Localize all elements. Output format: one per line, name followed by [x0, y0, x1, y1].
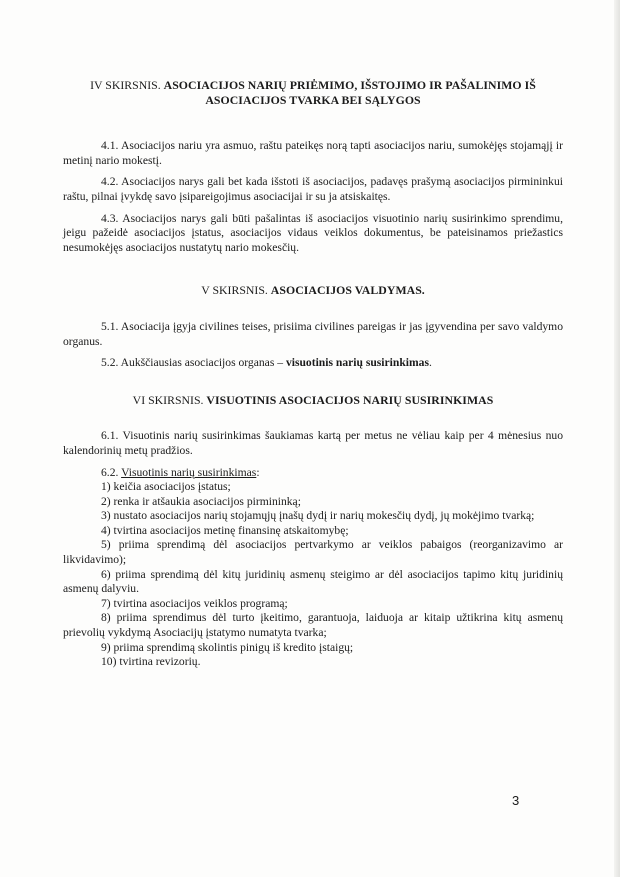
paragraph-6-1: 6.1. Visuotinis narių susirinkimas šaukiamas kartą per metus ne vėliau kaip per 4 mėnesius nuo kalendorinių metų pradžios.: [63, 429, 563, 457]
paragraph-6-2-number: 6.2.: [101, 465, 122, 479]
paragraph-6-2-colon: :: [256, 465, 260, 479]
list-item: 1) keičia asociacijos įstatus;: [101, 480, 231, 494]
paragraph-4-3: 4.3. Asociacijos narys gali būti pašalintas iš asociacijos visuotinio narių susirinkimo sprendimu, jeigu pažeidė asociacijos įstatus, asociacijos vidaus veiklos dokumentus, be pateisinamos priežastics nesumokėjęs asociacijos nustatytų nario mokesčių.: [63, 211, 563, 254]
paragraph-5-2: [63, 356, 563, 371]
document-body: [63, 78, 563, 670]
section-5-prefix: V SKIRSNIS.: [201, 283, 271, 298]
section-4-prefix: IV SKIRSNIS.: [90, 78, 164, 92]
page-edge-shadow: [614, 0, 620, 877]
section-6-heading: [63, 393, 563, 408]
page-number: 3: [512, 793, 520, 808]
list-item: 3) nustato asociacijos narių stojamųjų įnašų dydį ir narių mokesčių dydį, jų mokėjimo tvarką;: [101, 509, 535, 523]
paragraph-4-1: 4.1. Asociacijos nariu yra asmuo, raštu pateikęs norą tapti asociacijos nariu, sumokėjęs stojamąjį ir metinį nario mokestį.: [63, 139, 563, 167]
paragraph-5-2-bold: visuotinis narių susirinkimas: [285, 356, 429, 370]
paragraph-6-2-underlined: Visuotinis narių susirinkimas: [121, 465, 257, 479]
section-6-prefix: VI SKIRSNIS.: [132, 392, 207, 407]
section-6-title: VISUOTINIS ASOCIACIJOS NARIŲ SUSIRINKIMAS: [206, 392, 494, 407]
paragraph-4-2: 4.2. Asociacijos narys gali bet kada išstoti iš asociacijos, padavęs prašymą asociacijos pirmininkui raštu, pilnai įvykdę savo įsipareigojimus asociacijai ir su ja atsiskaitęs.: [63, 175, 563, 203]
list-item: 5) priima sprendimą dėl asociacijos pertvarkymo ar veiklos pabaigos (reorganizavimo ar likvidavimo);: [63, 538, 563, 567]
list-item: 8) priima sprendimus dėl turto įkeitimo, garantuoja, laiduoja ar kitaip užtikrina kitų asmenų prievolių vykdymą Asociacijų įstatymo numatyta tvarka;: [63, 611, 563, 640]
list-item: 9) priima sprendimą skolintis pinigų iš kredito įstaigų;: [101, 640, 354, 654]
section-4-title: ASOCIACIJOS NARIŲ PRIĖMIMO, IŠSTOJIMO IR PAŠALINIMO IŠ ASOCIACIJOS TVARKA BEI SĄLYGOS: [163, 78, 536, 107]
list-item: 4) tvirtina asociacijos metinę finansinę atskaitomybę;: [101, 523, 349, 537]
paragraph-6-2: [63, 466, 563, 481]
list-item: 6) priima sprendimą dėl kitų juridinių asmenų steigimo ar dėl asociacijos tapimo kitų juridinių asmenų dalyviu.: [63, 567, 563, 596]
paragraph-5-1: 5.1. Asociacija įgyja civilines teises, prisiima civilines pareigas ir jas įgyvendina per savo valdymo organus.: [63, 319, 563, 348]
paragraph-5-2-text: 5.2. Aukščiausias asociacijos organas –: [101, 356, 286, 370]
section-5-heading: [63, 283, 563, 298]
section-4-heading: [63, 78, 563, 107]
list-item: 7) tvirtina asociacijos veiklos programą;: [101, 596, 288, 610]
section-5-title: ASOCIACIJOS VALDYMAS.: [270, 283, 425, 298]
list-item: 2) renka ir atšaukia asociacijos pirmininką;: [101, 494, 301, 508]
list-item: 10) tvirtina revizorių.: [101, 655, 201, 669]
paragraph-5-2-end: .: [428, 356, 432, 370]
